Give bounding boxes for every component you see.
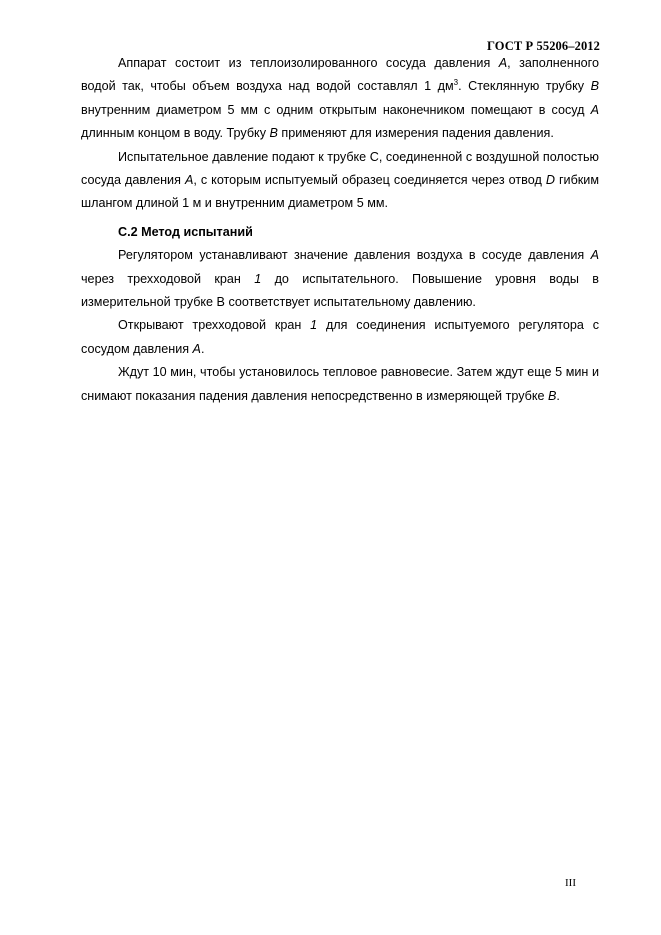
variable-a: А xyxy=(498,56,508,70)
paragraph-test-pressure: Испытательное давление подают к трубке С, соединенной с воздушной полостью сосуда давления А, с которым испытуемый образец соединяется через отвод D гибким шлангом длиной 1 м и внутренним диаметром 5 мм. xyxy=(81,149,600,211)
document-id: ГОСТ Р 55206–2012 xyxy=(487,39,600,53)
variable-a: А xyxy=(590,248,599,263)
superscript-cube: 3 xyxy=(453,78,459,88)
document-body xyxy=(81,52,599,408)
variable-a: А xyxy=(192,341,201,356)
variable-a: А xyxy=(590,102,599,117)
variable-b: В xyxy=(548,388,557,403)
section-heading: С.2 Метод испытаний xyxy=(118,224,253,239)
paragraph-apparatus-description: Аппарат состоит из теплоизолированного сосуда давления А, заполненного водой так, чтобы объем воздуха над водой составлял 1 $дм^3$. Стеклянную трубку В внутренним диаметром 5 мм с одним открытым наконечником помещают в сосуд А длинным концом в воду. Трубку В применяют для измерения падения давления. xyxy=(81,56,599,141)
valve-number: 1 xyxy=(254,271,262,286)
paragraph-regulator-setup: Регулятором устанавливают значение давления воздуха в сосуде давления А через трехходовой кран 1 до испытательного. Повышение уровня воды в измерительной трубке В соответствует испытательному давлению. xyxy=(81,248,599,310)
variable-a: А xyxy=(184,173,194,188)
paragraph-wait-and-measure: Ждут 10 мин, чтобы установилось тепловое равновесие. Затем ждут еще 5 мин и снимают показания падения давления непосредственно в измеряющей трубке В. xyxy=(81,365,599,403)
variable-b: В xyxy=(269,126,278,141)
paragraph-open-valve: Открывают трехходовой кран 1 для соединения испытуемого регулятора с сосудом давления А. xyxy=(81,318,600,356)
valve-number: 1 xyxy=(310,318,318,333)
variable-b: В xyxy=(590,79,599,94)
variable-d: D xyxy=(545,173,555,188)
page-number: III xyxy=(565,877,576,889)
